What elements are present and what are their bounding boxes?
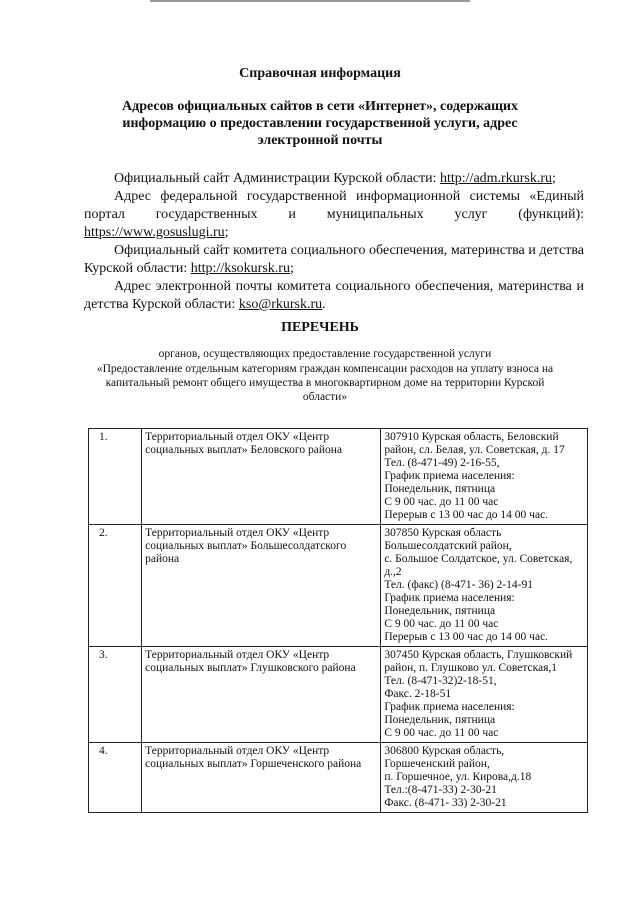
gosuslugi-link[interactable]: https://www.gosuslugi.ru bbox=[84, 225, 225, 240]
paragraph-text: Адрес электронной почты комитета социального обеспечения, материнства и детства Курской области: bbox=[84, 279, 584, 312]
list-caption: органов, осуществляющих предоставление государственной услуги bbox=[158, 348, 492, 360]
paragraph-text: Официальный сайт комитета социального обеспечения, материнства и детства Курской области: bbox=[84, 243, 584, 276]
org-address: 306800 Курская область, Горшеченский район, п. Горшечное, ул. Кирова,д.18 Тел.:(8-471-33) 2-30-21 Факс. (8-471- 33) 2-30-21 bbox=[381, 743, 588, 813]
top-rule bbox=[150, 0, 470, 2]
paragraph-text: Адрес федеральной государственной информационной системы «Единый портал государственных и муниципальных услуг (функций): bbox=[84, 189, 584, 222]
table-row bbox=[89, 743, 588, 813]
org-name: Территориальный отдел ОКУ «Центр социальных выплат» Беловского района bbox=[142, 429, 381, 525]
page-subtitle: Адресов официальных сайтов в сети «Интернет», содержащих информацию о предоставлении государственной услуги, адрес электронной почты bbox=[122, 99, 518, 148]
row-number: 1. bbox=[89, 429, 142, 525]
paragraph-admin-site: Официальный сайт Администрации Курской области: http://adm.rkursk.ru; bbox=[114, 171, 556, 186]
table-row bbox=[89, 647, 588, 743]
paragraph-text: Официальный сайт Администрации Курской области: bbox=[114, 171, 440, 186]
table-row bbox=[89, 525, 588, 647]
org-name: Территориальный отдел ОКУ «Центр социальных выплат» Горшеченского района bbox=[142, 743, 381, 813]
list-heading: ПЕРЕЧЕНЬ bbox=[281, 320, 359, 335]
org-address: 307910 Курская область, Беловский район, сл. Белая, ул. Советская, д. 17 Тел. (8-471-49) 2-16-55, График приема населения: Понедельник, пятница С 9 00 час. до 11 00 час Перерыв с 13 00 час до 14 00 час. bbox=[381, 429, 588, 525]
org-name: Территориальный отдел ОКУ «Центр социальных выплат» Глушковского района bbox=[142, 647, 381, 743]
row-number: 4. bbox=[89, 743, 142, 813]
table-row bbox=[89, 429, 588, 525]
paragraph-email: Адрес электронной почты комитета социального обеспечения, материнства и детства Курской области: kso@rkursk.ru. bbox=[84, 279, 584, 312]
list-subcaption: «Предоставление отдельным категориям граждан компенсации расходов на уплату взноса на капитальный ремонт общего имущества в многоквартирном доме на территории Курской области» bbox=[96, 363, 554, 403]
org-address: 307850 Курская область Большесолдатский район, с. Большое Солдатское, ул. Советская, д.,2 Тел. (факс) (8-471- 36) 2-14-91 График приема населения: Понедельник, пятница С 9 00 час. до 11 00 час Перерыв с 13 00 час до 14 00 час. bbox=[381, 525, 588, 647]
org-address: 307450 Курская область, Глушковский район, п. Глушково ул. Советская,1 Тел. (8-471-32)2-18-51, Факс. 2-18-51 График приема населения: Понедельник, пятница С 9 00 час. до 11 00 час bbox=[381, 647, 588, 743]
org-name: Территориальный отдел ОКУ «Центр социальных выплат» Большесолдатского района bbox=[142, 525, 381, 647]
paragraph-committee-site: Официальный сайт комитета социального обеспечения, материнства и детства Курской области: http://ksokursk.ru; bbox=[84, 243, 584, 276]
admin-site-link[interactable]: http://adm.rkursk.ru bbox=[440, 171, 552, 186]
email-link[interactable]: kso@rkursk.ru bbox=[238, 297, 323, 312]
row-number: 2. bbox=[89, 525, 142, 647]
organizations-table bbox=[88, 428, 588, 813]
committee-site-link[interactable]: http://ksokursk.ru bbox=[190, 261, 290, 276]
paragraph-gosuslugi: Адрес федеральной государственной информационной системы «Единый портал государственных и муниципальных услуг (функций): https://www.gosuslugi.ru; bbox=[84, 189, 584, 240]
page-title: Справочная информация bbox=[239, 66, 401, 81]
row-number: 3. bbox=[89, 647, 142, 743]
